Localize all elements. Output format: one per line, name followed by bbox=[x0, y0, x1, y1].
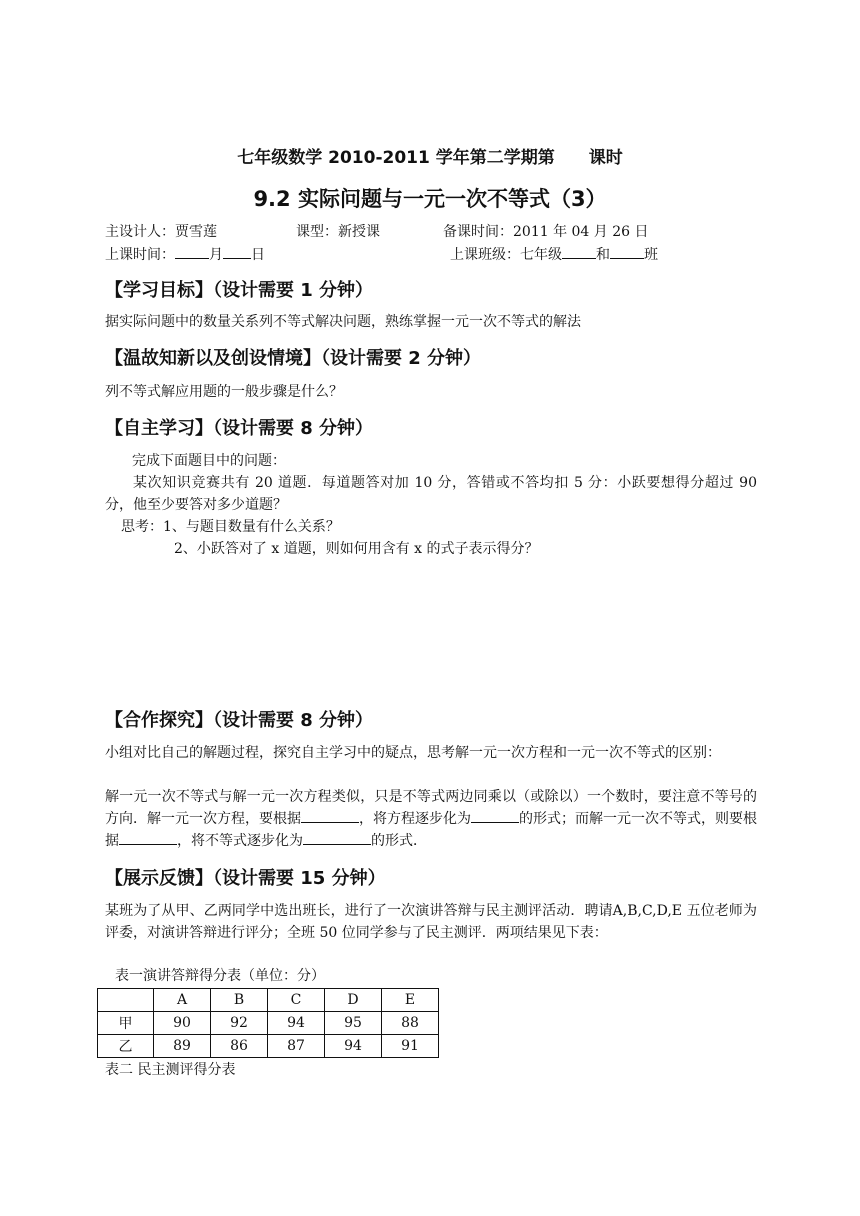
table-header-row bbox=[98, 989, 439, 1012]
table-cell: 86 bbox=[211, 1035, 268, 1058]
table-header-cell: C bbox=[268, 989, 325, 1012]
self-study-problem: 某次知识竞赛共有 20 道题．每道题答对加 10 分，答错或不答均扣 5 分：小跃要想得分超过 90 分，他至少要答对多少道题？ bbox=[105, 475, 757, 513]
objective-heading: 【学习目标】（设计需要 1 分钟） bbox=[105, 280, 374, 301]
class-label: 上课班级：七年级 bbox=[450, 247, 562, 263]
review-heading: 【温故知新以及创设情境】（设计需要 2 分钟） bbox=[105, 348, 482, 369]
table-cell: 88 bbox=[382, 1012, 439, 1035]
and-label: 和 bbox=[596, 247, 610, 263]
review-text: 列不等式解应用题的一般步骤是什么？ bbox=[105, 384, 343, 400]
class-time-field bbox=[105, 244, 265, 264]
self-study-intro: 完成下面题目中的问题： bbox=[132, 453, 286, 469]
coop-text-2a: 解一元一次不等式与解一元一次方程类似，只是不等式两边同乘以（或除以）一个数时，要注意不等号的方向．解一元一次方程，要根据 bbox=[105, 789, 757, 827]
think-question-2: 2、小跃答对了 x 道题，则如何用含有 x 的式子表示得分？ bbox=[174, 541, 539, 557]
table-cell: 甲 bbox=[98, 1012, 154, 1035]
table-cell: 91 bbox=[382, 1035, 439, 1058]
cooperation-text-1: 小组对比自己的解题过程，探究自主学习中的疑点，思考解一元一次方程和一元一次不等式的区别： bbox=[105, 745, 721, 761]
feedback-problem: 某班为了从甲、乙两同学中选出班长，进行了一次演讲答辩与民主测评活动．聘请A,B,C,D,E 五位老师为评委，对演讲答辩进行评分；全班 50 位同学参与了民主测评．两项结果见下表： bbox=[105, 903, 757, 941]
coop-text-2b: ，将方程逐步化为 bbox=[359, 811, 471, 827]
coop-text-2e: 的形式． bbox=[371, 833, 427, 849]
table-header-cell: E bbox=[382, 989, 439, 1012]
blank-form-equation bbox=[471, 808, 519, 823]
lesson-title: 9.2 实际问题与一元一次不等式（3） bbox=[253, 187, 607, 211]
table-header-cell: A bbox=[154, 989, 211, 1012]
table-cell: 92 bbox=[211, 1012, 268, 1035]
ban-label: 班 bbox=[644, 247, 658, 263]
objective-text: 据实际问题中的数量关系列不等式解决问题，熟练掌握一元一次不等式的解法 bbox=[105, 314, 581, 330]
table-header-cell bbox=[98, 989, 154, 1012]
coop-text-2d: ，将不等式逐步化为 bbox=[177, 833, 303, 849]
feedback-heading: 【展示反馈】（设计需要 15 分钟） bbox=[105, 868, 386, 889]
lesson-type-field: 课型：新授课 bbox=[296, 224, 380, 240]
table-header-cell: D bbox=[325, 989, 382, 1012]
table2-caption: 表二 民主测评得分表 bbox=[105, 1062, 236, 1078]
month-blank bbox=[175, 244, 209, 259]
course-title-text: 七年级数学 2010-2011 学年第二学期第 bbox=[237, 148, 555, 168]
table-cell: 95 bbox=[325, 1012, 382, 1035]
self-study-heading: 【自主学习】（设计需要 8 分钟） bbox=[105, 418, 374, 439]
table-row bbox=[98, 1035, 439, 1058]
blank-basis-equation bbox=[301, 808, 359, 823]
table-cell: 90 bbox=[154, 1012, 211, 1035]
table-cell: 89 bbox=[154, 1035, 211, 1058]
designer-field: 主设计人：贾雪莲 bbox=[105, 224, 217, 240]
day-label: 日 bbox=[251, 247, 265, 263]
table-header-cell: B bbox=[211, 989, 268, 1012]
class-blank-2 bbox=[610, 244, 644, 259]
cooperation-text-2 bbox=[105, 786, 757, 852]
table-row bbox=[98, 1012, 439, 1035]
table-cell: 87 bbox=[268, 1035, 325, 1058]
speech-score-table bbox=[97, 988, 439, 1058]
month-label: 月 bbox=[209, 247, 223, 263]
table1-caption: 表一演讲答辩得分表（单位：分） bbox=[115, 968, 325, 984]
course-title bbox=[0, 143, 860, 168]
coop-text-2c: 的形式；而解一元一次不等式，则要根据 bbox=[105, 811, 757, 849]
prep-time-field: 备课时间：2011 年 04 月 26 日 bbox=[443, 224, 649, 240]
blank-basis-inequality bbox=[119, 830, 177, 845]
table-cell: 乙 bbox=[98, 1035, 154, 1058]
table-cell: 94 bbox=[268, 1012, 325, 1035]
course-title-suffix: 课时 bbox=[588, 148, 623, 168]
cooperation-heading: 【合作探究】（设计需要 8 分钟） bbox=[105, 710, 374, 731]
class-field bbox=[450, 244, 658, 264]
day-blank bbox=[223, 244, 251, 259]
class-time-label: 上课时间： bbox=[105, 247, 175, 263]
blank-form-inequality bbox=[303, 830, 371, 845]
think-question-1: 思考：1、与题目数量有什么关系？ bbox=[121, 519, 340, 535]
class-blank-1 bbox=[562, 244, 596, 259]
table-cell: 94 bbox=[325, 1035, 382, 1058]
